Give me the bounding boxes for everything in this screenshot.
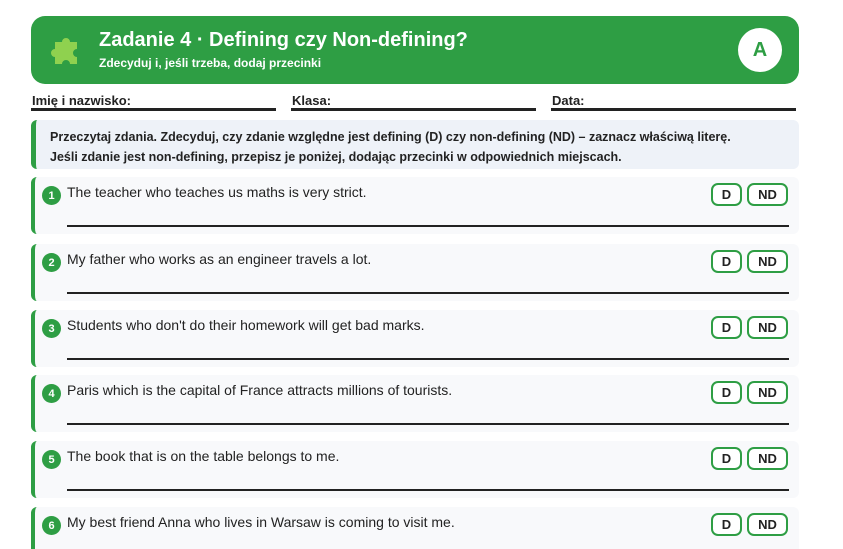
item-sentence: My best friend Anna who lives in Warsaw is coming to visit me. <box>67 514 455 530</box>
item-sentence: Paris which is the capital of France attracts millions of tourists. <box>67 382 453 398</box>
item-number: 5 <box>42 450 61 469</box>
puzzle-icon <box>49 32 85 68</box>
item-sentence: The teacher who teaches us maths is very strict. <box>67 184 367 200</box>
option-nd-button[interactable]: ND <box>747 183 788 206</box>
option-d-button[interactable]: D <box>711 381 742 404</box>
date-field[interactable] <box>551 92 796 111</box>
instructions-line-2: Jeśli zdanie jest non-defining, przepisz je poniżej, dodając przecinki w odpowiednich miejscach. <box>50 150 622 164</box>
option-nd-button[interactable]: ND <box>747 447 788 470</box>
answer-line[interactable] <box>67 423 789 425</box>
instructions-line-1: Przeczytaj zdania. Zdecyduj, czy zdanie względne jest defining (D) czy non-defining (ND) – zaznacz właściwą literę. <box>50 130 731 144</box>
item-number: 6 <box>42 516 61 535</box>
exercise-item <box>31 507 799 549</box>
class-field-label: Klasa: <box>292 93 332 108</box>
date-field-label: Data: <box>552 93 585 108</box>
exercise-item <box>31 244 799 301</box>
option-nd-button[interactable]: ND <box>747 513 788 536</box>
option-d-button[interactable]: D <box>711 513 742 536</box>
item-number: 2 <box>42 253 61 272</box>
option-d-button[interactable]: D <box>711 447 742 470</box>
instructions-box <box>31 120 799 169</box>
item-number: 3 <box>42 319 61 338</box>
item-sentence: The book that is on the table belongs to me. <box>67 448 340 464</box>
option-nd-button[interactable]: ND <box>747 381 788 404</box>
item-sentence: My father who works as an engineer travels a lot. <box>67 251 372 267</box>
class-field[interactable] <box>291 92 536 111</box>
exercise-item <box>31 441 799 498</box>
page-title: Zadanie 4 · Defining czy Non-defining? <box>99 29 468 51</box>
name-field-label: Imię i nazwisko: <box>32 93 131 108</box>
variant-badge: A <box>738 28 782 72</box>
item-number: 1 <box>42 186 61 205</box>
exercise-item <box>31 310 799 367</box>
option-d-button[interactable]: D <box>711 250 742 273</box>
option-nd-button[interactable]: ND <box>747 250 788 273</box>
option-nd-button[interactable]: ND <box>747 316 788 339</box>
item-number: 4 <box>42 384 61 403</box>
item-sentence: Students who don't do their homework will get bad marks. <box>67 317 425 333</box>
answer-line[interactable] <box>67 489 789 491</box>
answer-line[interactable] <box>67 292 789 294</box>
exercise-item <box>31 375 799 432</box>
name-field[interactable] <box>31 92 276 111</box>
option-d-button[interactable]: D <box>711 316 742 339</box>
page-subtitle: Zdecyduj i, jeśli trzeba, dodaj przecinki <box>99 56 322 70</box>
option-d-button[interactable]: D <box>711 183 742 206</box>
answer-line[interactable] <box>67 358 789 360</box>
exercise-item <box>31 177 799 234</box>
worksheet-header <box>31 16 799 84</box>
answer-line[interactable] <box>67 225 789 227</box>
